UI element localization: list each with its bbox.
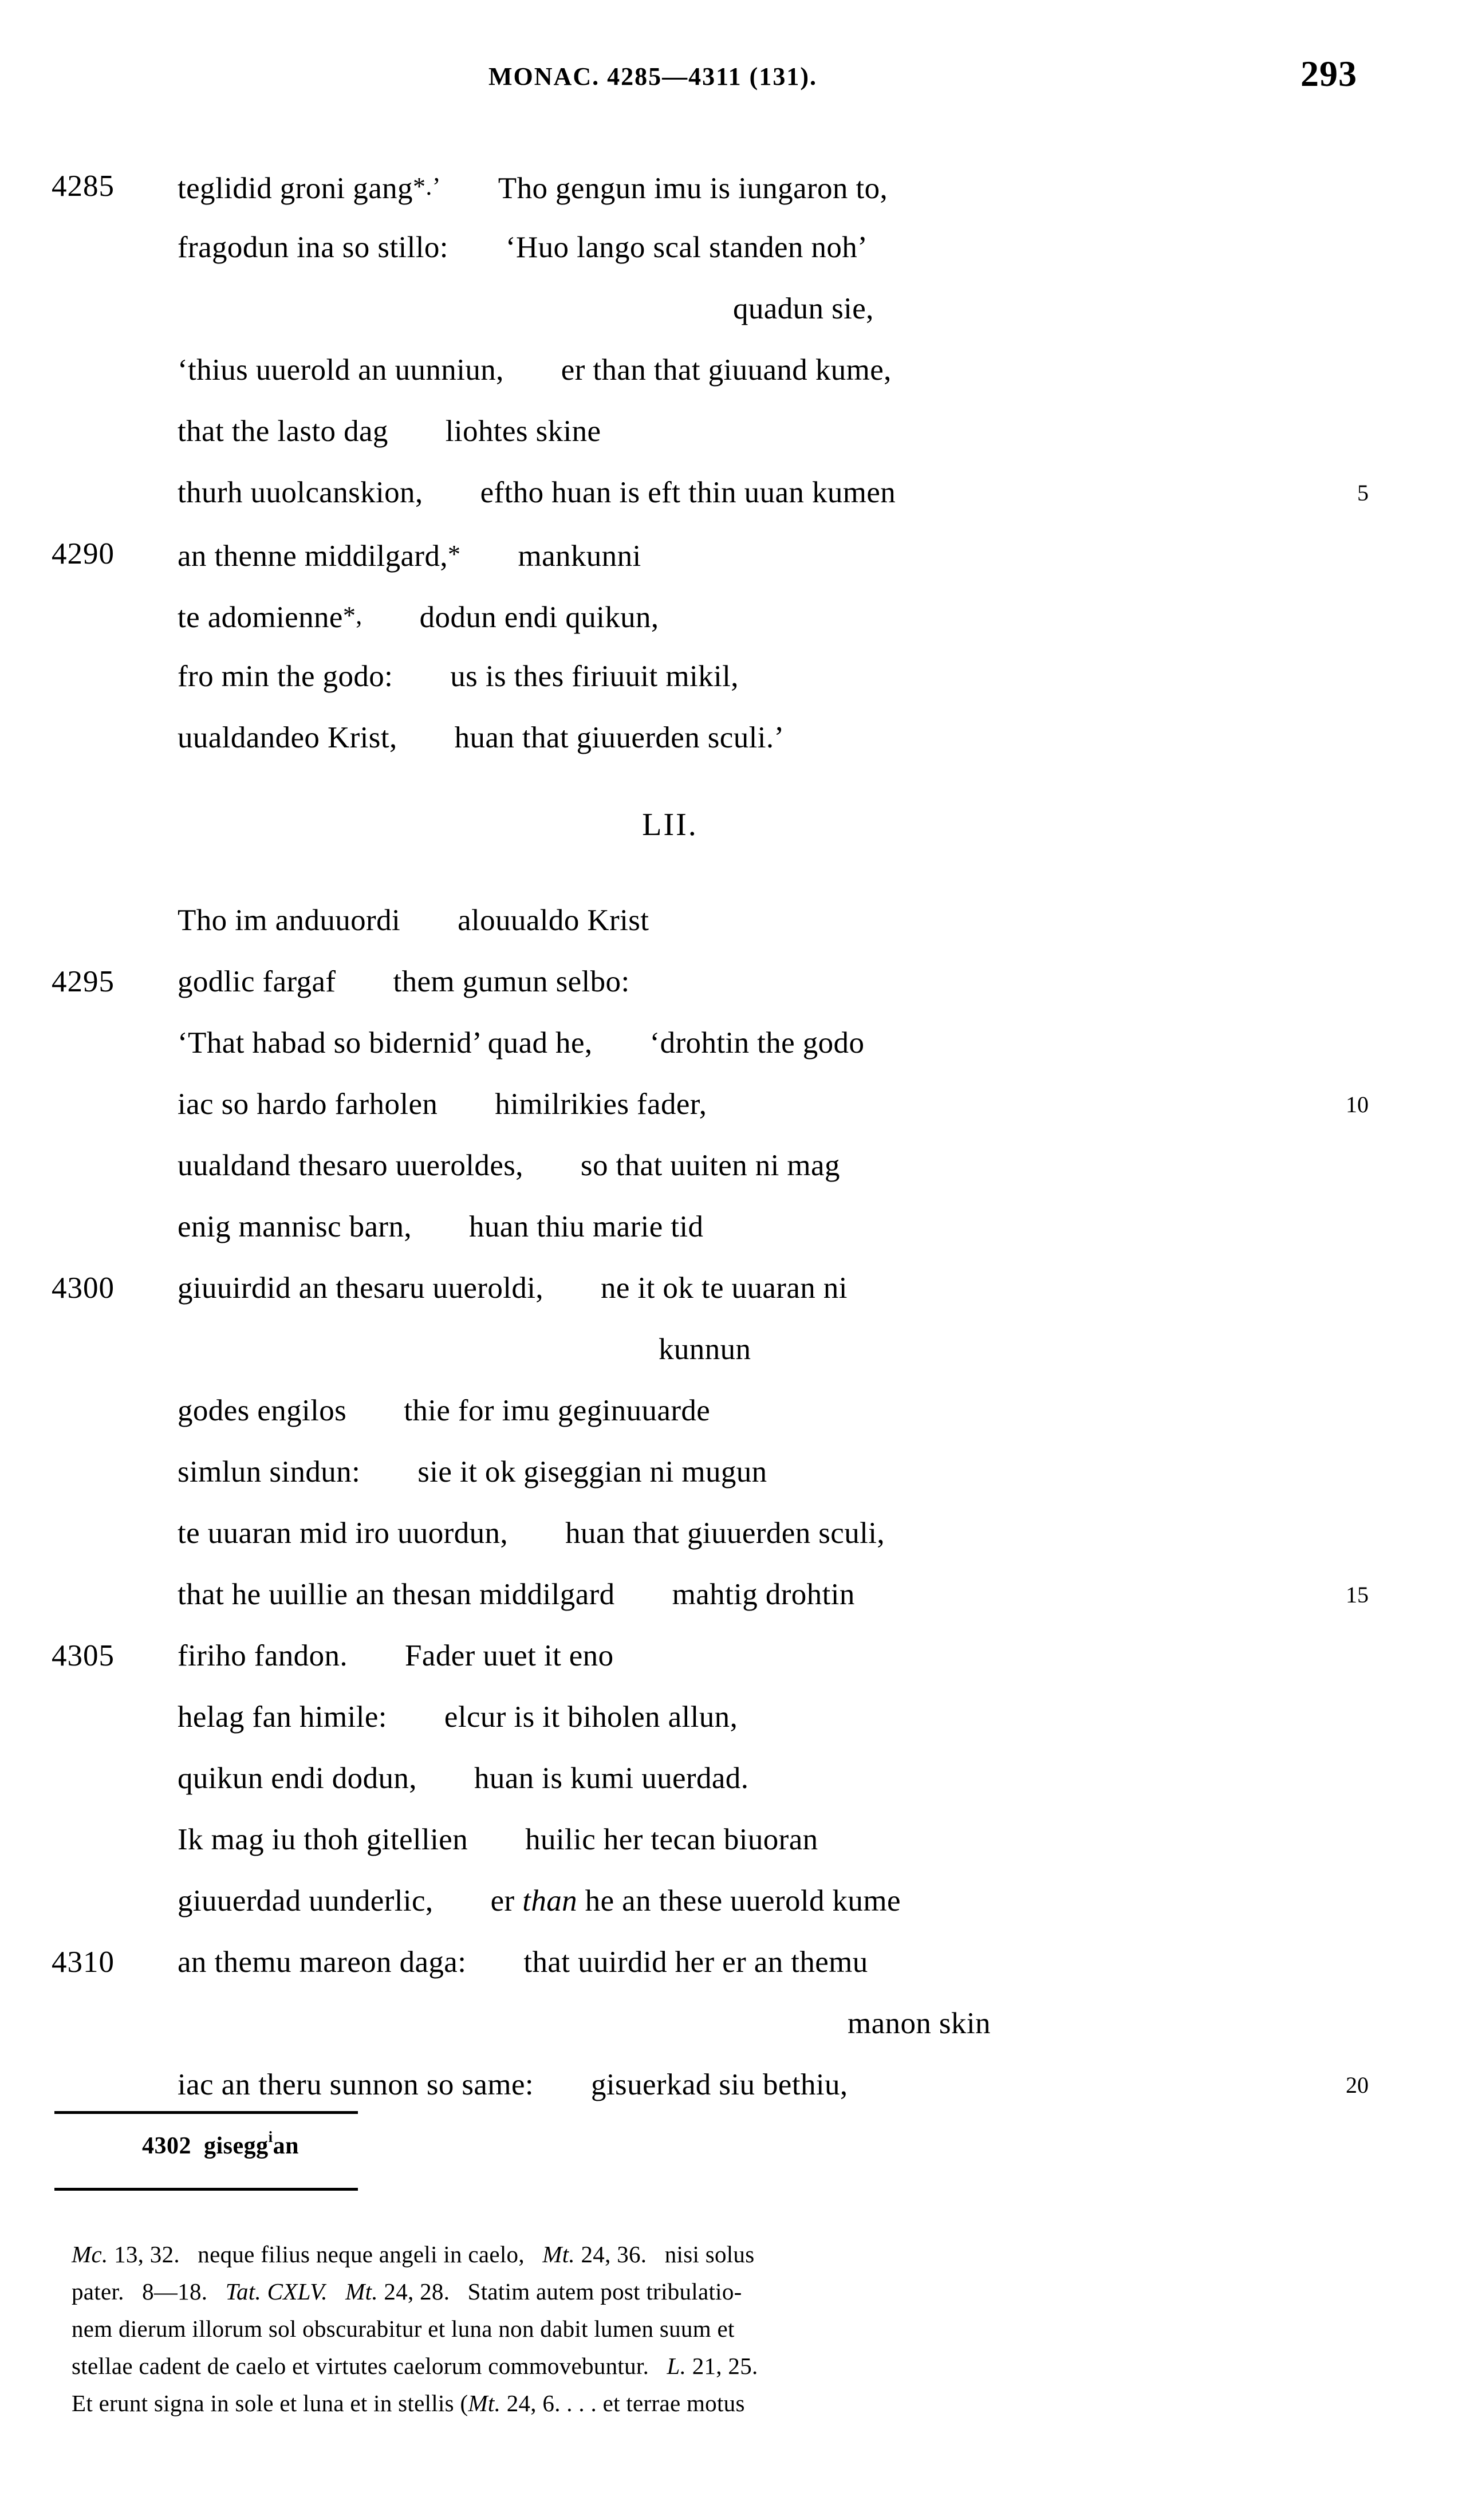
verse-line-text: quikun endi dodun, huan is kumi uuerdad. [178, 1762, 749, 1795]
verse-line-text: thurh uuolcanskion, eftho huan is eft thin uuan kumen [178, 476, 896, 509]
apparatus-reading: gisegg$^i$an [204, 2128, 299, 2159]
verse-line-text: ‘That habad so bidernid’ quad he, ‘drohtin the godo [178, 1026, 865, 1060]
marginal-line-count: 10 [1346, 1092, 1369, 1117]
editorial-asterisk: *.’ [412, 172, 441, 200]
source-note-text [328, 2278, 345, 2305]
verse-line [0, 462, 1466, 523]
editorial-asterisk: * [448, 540, 461, 568]
verse-line [0, 401, 1466, 462]
source-note-text: Et erunt signa in sole et luna et in stellis ( [72, 2390, 468, 2416]
verse-line [0, 1993, 1466, 2054]
source-note-line [72, 2273, 1406, 2310]
verse-line [0, 1932, 1466, 1993]
apparatus-line-ref: 4302 [142, 2133, 191, 2159]
verse-line [0, 890, 1466, 951]
marginal-line-count: 20 [1346, 2072, 1369, 2098]
verse-line [0, 1319, 1466, 1380]
source-note-line [72, 2385, 1406, 2422]
verse-line-text: kunnun [659, 1333, 751, 1366]
source-reference-abbrev: Mc. [72, 2241, 108, 2267]
running-head [0, 53, 1466, 102]
source-reference-abbrev: Tat. CXLV. [225, 2278, 328, 2305]
verse-line-text: an themu mareon daga: that uuirdid her er an themu [178, 1946, 868, 1979]
verse-line-text: firiho fandon. Fader uuet it eno [178, 1639, 614, 1672]
editorial-asterisk: *, [342, 601, 362, 629]
source-reference-abbrev: Mt. [345, 2278, 378, 2305]
verse-line [0, 2054, 1466, 2116]
source-note-line [72, 2236, 1406, 2273]
apparatus-rule-bottom [54, 2188, 358, 2191]
verse-line [0, 1135, 1466, 1196]
verse-line [0, 1748, 1466, 1809]
verse-line [0, 1074, 1466, 1135]
verse-line [0, 1196, 1466, 1258]
verse-line-number: 4295 [52, 965, 115, 998]
verse-line-text: te uuaran mid iro uuordun, huan that giuuerden sculi, [178, 1517, 885, 1550]
verse-line-text: godes engilos thie for imu geginuuarde [178, 1394, 711, 1427]
marginal-line-count: 5 [1357, 480, 1369, 506]
verse-line-text: that the lasto dag liohtes skine [178, 415, 601, 448]
marginal-line-count: 15 [1346, 1582, 1369, 1608]
verse-line-text: fro min the godo: us is thes firiuuit mikil, [178, 660, 739, 693]
verse-line [0, 1687, 1466, 1748]
verse-line-number: 4310 [52, 1946, 115, 1979]
verse-line [0, 1380, 1466, 1442]
verse-line [0, 156, 1466, 217]
source-note-text: stellae cadent de caelo et virtutes caelorum commovebuntur. [72, 2353, 667, 2379]
running-head-title: MONAC. 4285—4311 (131). [488, 62, 817, 90]
verse-line-text: an thenne middilgard,* mankunni [178, 540, 641, 573]
verse-line [0, 1625, 1466, 1687]
verse-line-text: godlic fargaf them gumun selbo: [178, 965, 630, 998]
verse-line [0, 585, 1466, 646]
verse-line-text: helag fan himile: elcur is it biholen allun, [178, 1700, 738, 1734]
verse-line-text: Tho im anduuordi alouualdo Krist [178, 904, 649, 937]
latin-source-notes [72, 2236, 1406, 2422]
verse-line-number: 4305 [52, 1639, 115, 1672]
verse-line-text: quadun sie, [733, 292, 874, 325]
verse-line-number: 4290 [52, 537, 115, 570]
page-number: 293 [1301, 53, 1357, 94]
source-reference-abbrev: L. [667, 2353, 687, 2379]
source-note-text: 24, 28. Statim autem post tribulatio- [377, 2278, 742, 2305]
verse-line-text: iac an theru sunnon so same: gisuerkad siu bethiu, [178, 2068, 848, 2101]
source-reference-abbrev: Mt. [468, 2390, 501, 2416]
verse-line-text: iac so hardo farholen himilrikies fader, [178, 1088, 707, 1121]
verse-line-text: giuuerdad uunderlic, er than he an these uuerold kume [178, 1884, 901, 1917]
verse-line-text: fragodun ina so stillo: ‘Huo lango scal standen noh’ [178, 231, 868, 264]
verse-line-text: te adomienne*, dodun endi quikun, [178, 601, 659, 634]
verse-line-text: teglidid groni gang*.’ Tho gengun imu is iungaron to, [178, 172, 888, 205]
verse-line [0, 1258, 1466, 1319]
verse-line [0, 1871, 1466, 1932]
source-note-text: nem dierum illorum sol obscurabitur et luna non dabit lumen suum et [72, 2316, 735, 2342]
verse-line-number: 4285 [52, 170, 115, 203]
source-note-text: 13, 32. neque filius neque angeli in caelo, [108, 2241, 543, 2267]
verse-line-text: simlun sindun: sie it ok giseggian ni mugun [178, 1455, 767, 1489]
verse-line-number: 4300 [52, 1271, 115, 1305]
section-heading: LII. [642, 807, 698, 842]
verse-line-text: uualdandeo Krist, huan that giuuerden sculi.’ [178, 721, 785, 754]
verse-line [0, 340, 1466, 401]
source-reference-abbrev: Mt. [542, 2241, 575, 2267]
source-note-text: 24, 6. . . . et terrae motus [501, 2390, 745, 2416]
verse-line [0, 1503, 1466, 1564]
verse-line-text: enig mannisc barn, huan thiu marie tid [178, 1210, 704, 1243]
source-note-line [72, 2348, 1406, 2385]
source-note-text: 24, 36. nisi solus [574, 2241, 755, 2267]
verse-line [0, 278, 1466, 340]
verse-line-text: that he uuillie an thesan middilgard mahtig drohtin [178, 1578, 855, 1611]
verse-line-text: uualdand thesaro uueroldes, so that uuiten ni mag [178, 1149, 840, 1182]
source-note-text: pater. 8—18. [72, 2278, 226, 2305]
verse-body [0, 156, 1466, 2116]
verse-line-text: giuuirdid an thesaru uueroldi, ne it ok te uuaran ni [178, 1271, 848, 1305]
verse-line [0, 1442, 1466, 1503]
verse-line [0, 951, 1466, 1013]
verse-line-text: manon skin [848, 2007, 991, 2040]
verse-line [0, 1564, 1466, 1625]
verse-line [0, 1013, 1466, 1074]
source-note-text: 21, 25. [686, 2353, 758, 2379]
verse-line [0, 523, 1466, 585]
source-note-line [72, 2310, 1406, 2348]
italic-word: than [522, 1884, 578, 1917]
verse-line-text: Ik mag iu thoh gitellien huilic her tecan biuoran [178, 1823, 818, 1856]
apparatus-note [142, 2128, 299, 2160]
verse-line [0, 217, 1466, 278]
verse-line [0, 1809, 1466, 1871]
verse-line-text: ‘thius uuerold an uunniun, er than that giuuand kume, [178, 353, 892, 387]
apparatus-rule-top [54, 2111, 358, 2114]
verse-line [0, 646, 1466, 707]
verse-line [0, 707, 1466, 769]
